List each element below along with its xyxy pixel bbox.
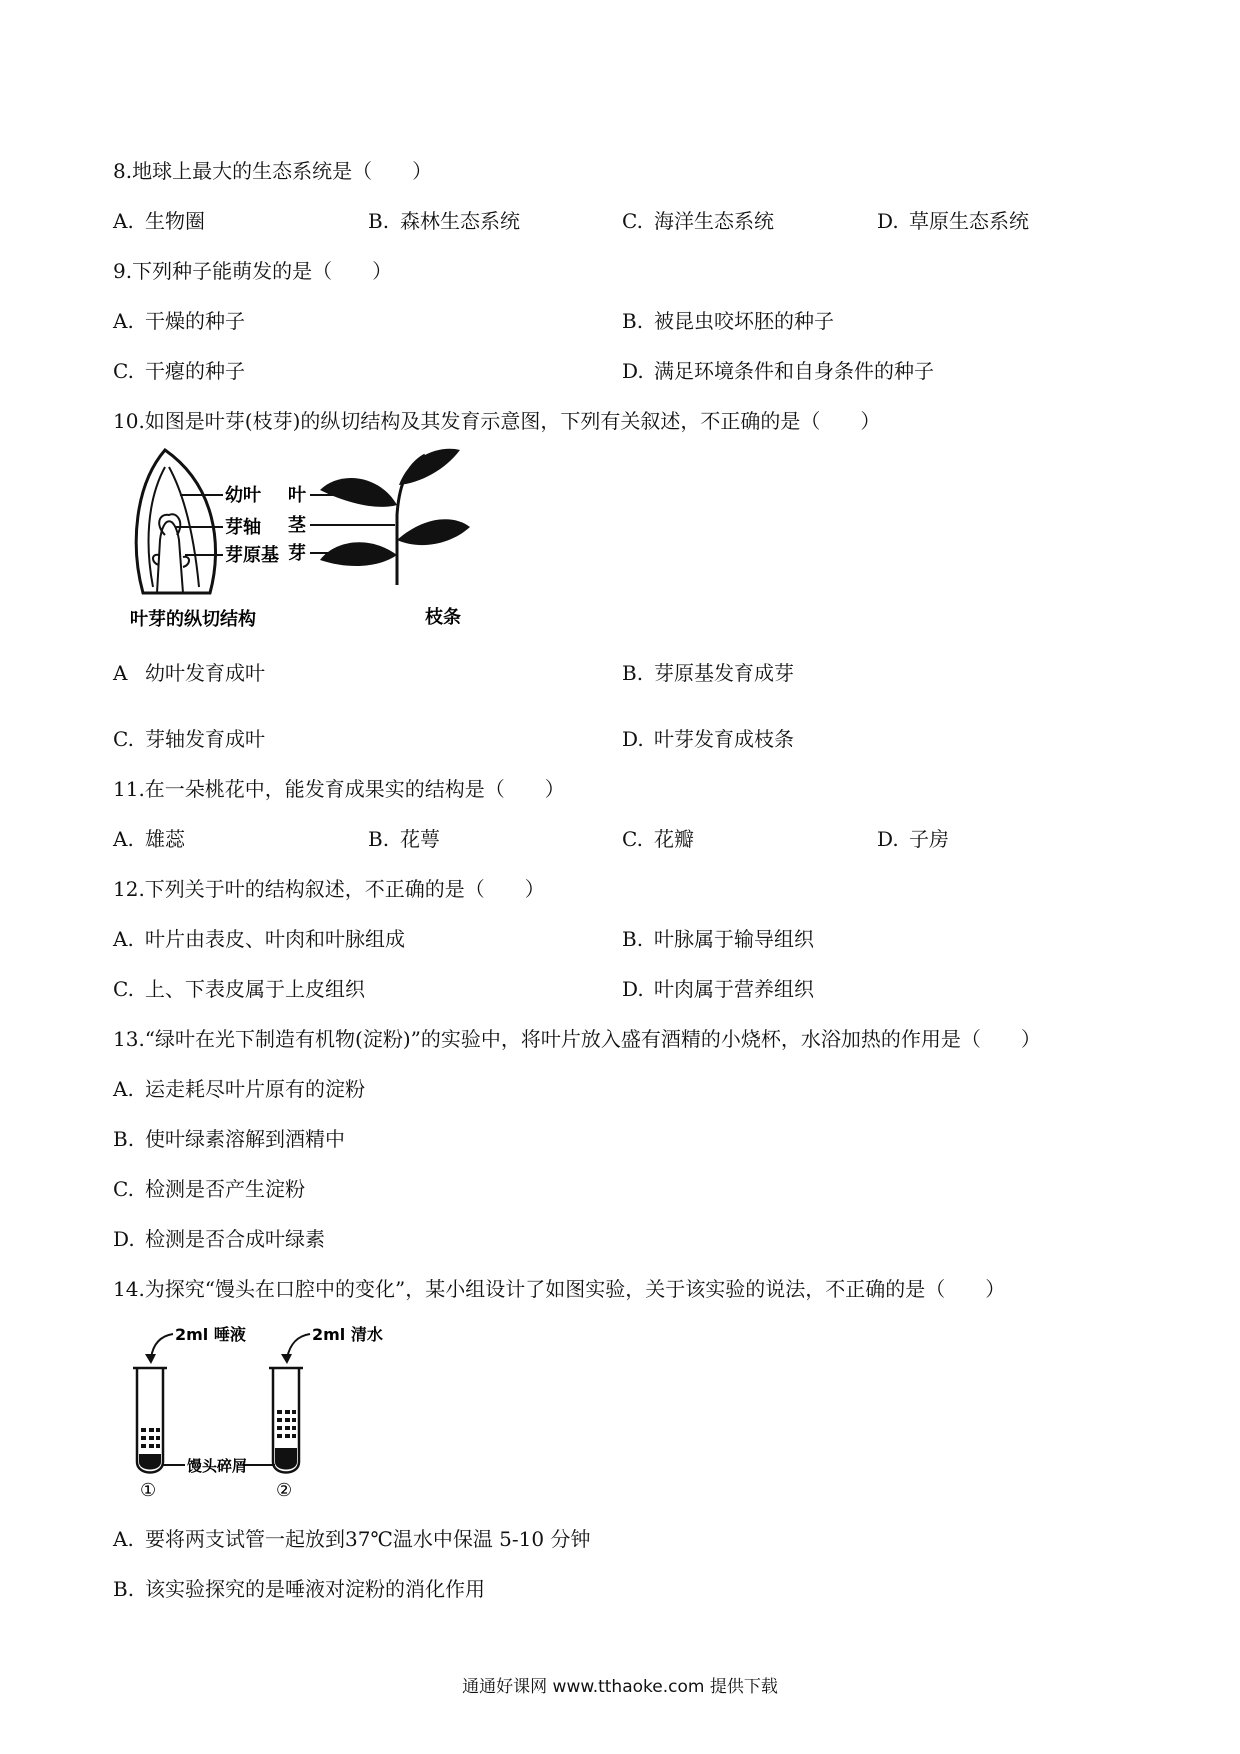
option-letter: B.	[622, 927, 644, 951]
q10-option-c	[113, 726, 265, 752]
tube-number-2: ②	[276, 1480, 293, 1500]
question-12-stem: 12.下列关于叶的结构叙述，不正确的是（ ）	[113, 877, 545, 901]
option-text: 雄蕊	[145, 827, 185, 851]
arrow-lines	[151, 1334, 310, 1465]
option-text: 芽轴发育成叶	[145, 727, 265, 751]
option-letter: A.	[113, 1527, 134, 1551]
option-letter: C.	[113, 359, 134, 383]
option-letter: A.	[113, 209, 134, 233]
q9-option-c	[113, 358, 245, 384]
label-bud-primordium: 芽原基	[225, 545, 279, 566]
q13-option-d	[113, 1226, 325, 1252]
bud-diagram	[125, 445, 545, 640]
q10-option-a	[113, 660, 265, 686]
arrow-heads	[145, 1354, 292, 1364]
option-text: 芽原基发育成芽	[654, 661, 794, 685]
tube-number-1: ①	[140, 1480, 157, 1500]
q8-option-c	[622, 208, 774, 234]
option-letter: D.	[622, 727, 644, 751]
option-letter: D.	[877, 209, 899, 233]
option-letter: A.	[113, 827, 134, 851]
option-text: 森林生态系统	[400, 209, 520, 233]
label-water: 2ml 清水	[312, 1325, 383, 1344]
q9-option-d	[622, 358, 934, 384]
option-letter: A.	[113, 309, 134, 333]
option-text: 叶片由表皮、叶肉和叶脉组成	[145, 927, 405, 951]
option-letter: C.	[622, 209, 643, 233]
q13-option-c	[113, 1176, 305, 1202]
option-letter: C.	[113, 727, 134, 751]
option-text: 叶芽发育成枝条	[654, 727, 794, 751]
label-bud: 芽	[288, 543, 306, 564]
q12-option-a	[113, 926, 405, 952]
q8-option-b	[368, 208, 520, 234]
bud-figure	[125, 445, 545, 640]
q11-option-b	[368, 826, 440, 852]
test-tube-diagram	[125, 1320, 425, 1500]
option-text: 子房	[909, 827, 949, 851]
q9-option-a	[113, 308, 245, 334]
option-text: 草原生态系统	[909, 209, 1029, 233]
q8-option-d	[877, 208, 1029, 234]
label-leaf: 叶	[288, 485, 306, 506]
option-letter: C.	[113, 977, 134, 1001]
option-letter: D.	[622, 977, 644, 1001]
caption-branch: 枝条	[425, 607, 461, 628]
option-text: 使叶绿素溶解到酒精中	[145, 1127, 345, 1151]
option-letter: A	[113, 661, 128, 685]
option-letter: C.	[622, 827, 643, 851]
caption-bud-section: 叶芽的纵切结构	[130, 609, 256, 630]
option-letter: C.	[113, 1177, 134, 1201]
option-letter: D.	[877, 827, 899, 851]
option-letter: A.	[113, 927, 134, 951]
label-stem: 茎	[288, 515, 306, 536]
tube-2-contents	[275, 1410, 297, 1470]
option-text: 海洋生态系统	[654, 209, 774, 233]
option-text: 该实验探究的是唾液对淀粉的消化作用	[145, 1577, 485, 1601]
q14-option-b	[113, 1576, 485, 1602]
option-text: 叶脉属于输导组织	[654, 927, 814, 951]
q9-option-b	[622, 308, 834, 334]
q11-option-a	[113, 826, 185, 852]
option-letter: B.	[622, 661, 644, 685]
question-11-stem: 11.在一朵桃花中，能发育成果实的结构是（ ）	[113, 777, 565, 801]
option-text: 满足环境条件和自身条件的种子	[654, 359, 934, 383]
option-text: 上、下表皮属于上皮组织	[145, 977, 365, 1001]
q10-option-d	[622, 726, 794, 752]
option-text: 要将两支试管一起放到37℃温水中保温 5-10 分钟	[145, 1527, 591, 1551]
option-text: 被昆虫咬坏胚的种子	[654, 309, 834, 333]
q13-option-a	[113, 1076, 365, 1102]
option-letter: B.	[113, 1577, 135, 1601]
question-8-stem: 8.地球上最大的生态系统是（ ）	[113, 159, 433, 183]
option-text: 运走耗尽叶片原有的淀粉	[145, 1077, 365, 1101]
option-letter: B.	[113, 1127, 135, 1151]
q12-option-d	[622, 976, 814, 1002]
q12-option-c	[113, 976, 365, 1002]
option-text: 花萼	[400, 827, 440, 851]
option-text: 干瘪的种子	[145, 359, 245, 383]
q8-option-a	[113, 208, 205, 234]
option-text: 干燥的种子	[145, 309, 245, 333]
q14-option-a	[113, 1526, 590, 1552]
option-letter: D.	[622, 359, 644, 383]
option-text: 幼叶发育成叶	[145, 661, 265, 685]
question-10-stem: 10.如图是叶芽(枝芽)的纵切结构及其发育示意图，下列有关叙述，不正确的是（ ）	[113, 409, 881, 433]
option-letter: A.	[113, 1077, 134, 1101]
question-9-stem: 9.下列种子能萌发的是（ ）	[113, 259, 393, 283]
option-text: 花瓣	[654, 827, 694, 851]
label-bud-axis: 芽轴	[225, 517, 261, 538]
question-13-stem: 13.“绿叶在光下制造有机物(淀粉)”的实验中，将叶片放入盛有酒精的小烧杯，水浴加热的作用是（ ）	[113, 1027, 1041, 1051]
label-saliva: 2ml 唾液	[175, 1325, 246, 1344]
question-14-stem: 14.为探究“馒头在口腔中的变化”，某小组设计了如图实验，关于该实验的说法，不正确的是（ ）	[113, 1277, 1006, 1301]
option-text: 检测是否产生淀粉	[145, 1177, 305, 1201]
label-young-leaf: 幼叶	[225, 485, 261, 506]
option-letter: D.	[113, 1227, 135, 1251]
q12-option-b	[622, 926, 814, 952]
option-text: 叶肉属于营养组织	[654, 977, 814, 1001]
label-bread-crumbs: 馒头碎屑	[187, 1457, 248, 1475]
option-letter: B.	[368, 209, 390, 233]
option-text: 检测是否合成叶绿素	[145, 1227, 325, 1251]
page-footer: 通通好课网 www.tthaoke.com 提供下载	[462, 1677, 778, 1697]
q11-option-d	[877, 826, 949, 852]
tube-1-contents	[139, 1428, 161, 1470]
bud-section-drawing	[136, 450, 215, 593]
option-text: 生物圈	[145, 209, 205, 233]
q13-option-b	[113, 1126, 345, 1152]
option-letter: B.	[622, 309, 644, 333]
option-letter: B.	[368, 827, 390, 851]
q11-option-c	[622, 826, 694, 852]
test-tube-figure	[125, 1320, 425, 1500]
q10-option-b	[622, 660, 794, 686]
branch-drawing	[320, 449, 470, 585]
